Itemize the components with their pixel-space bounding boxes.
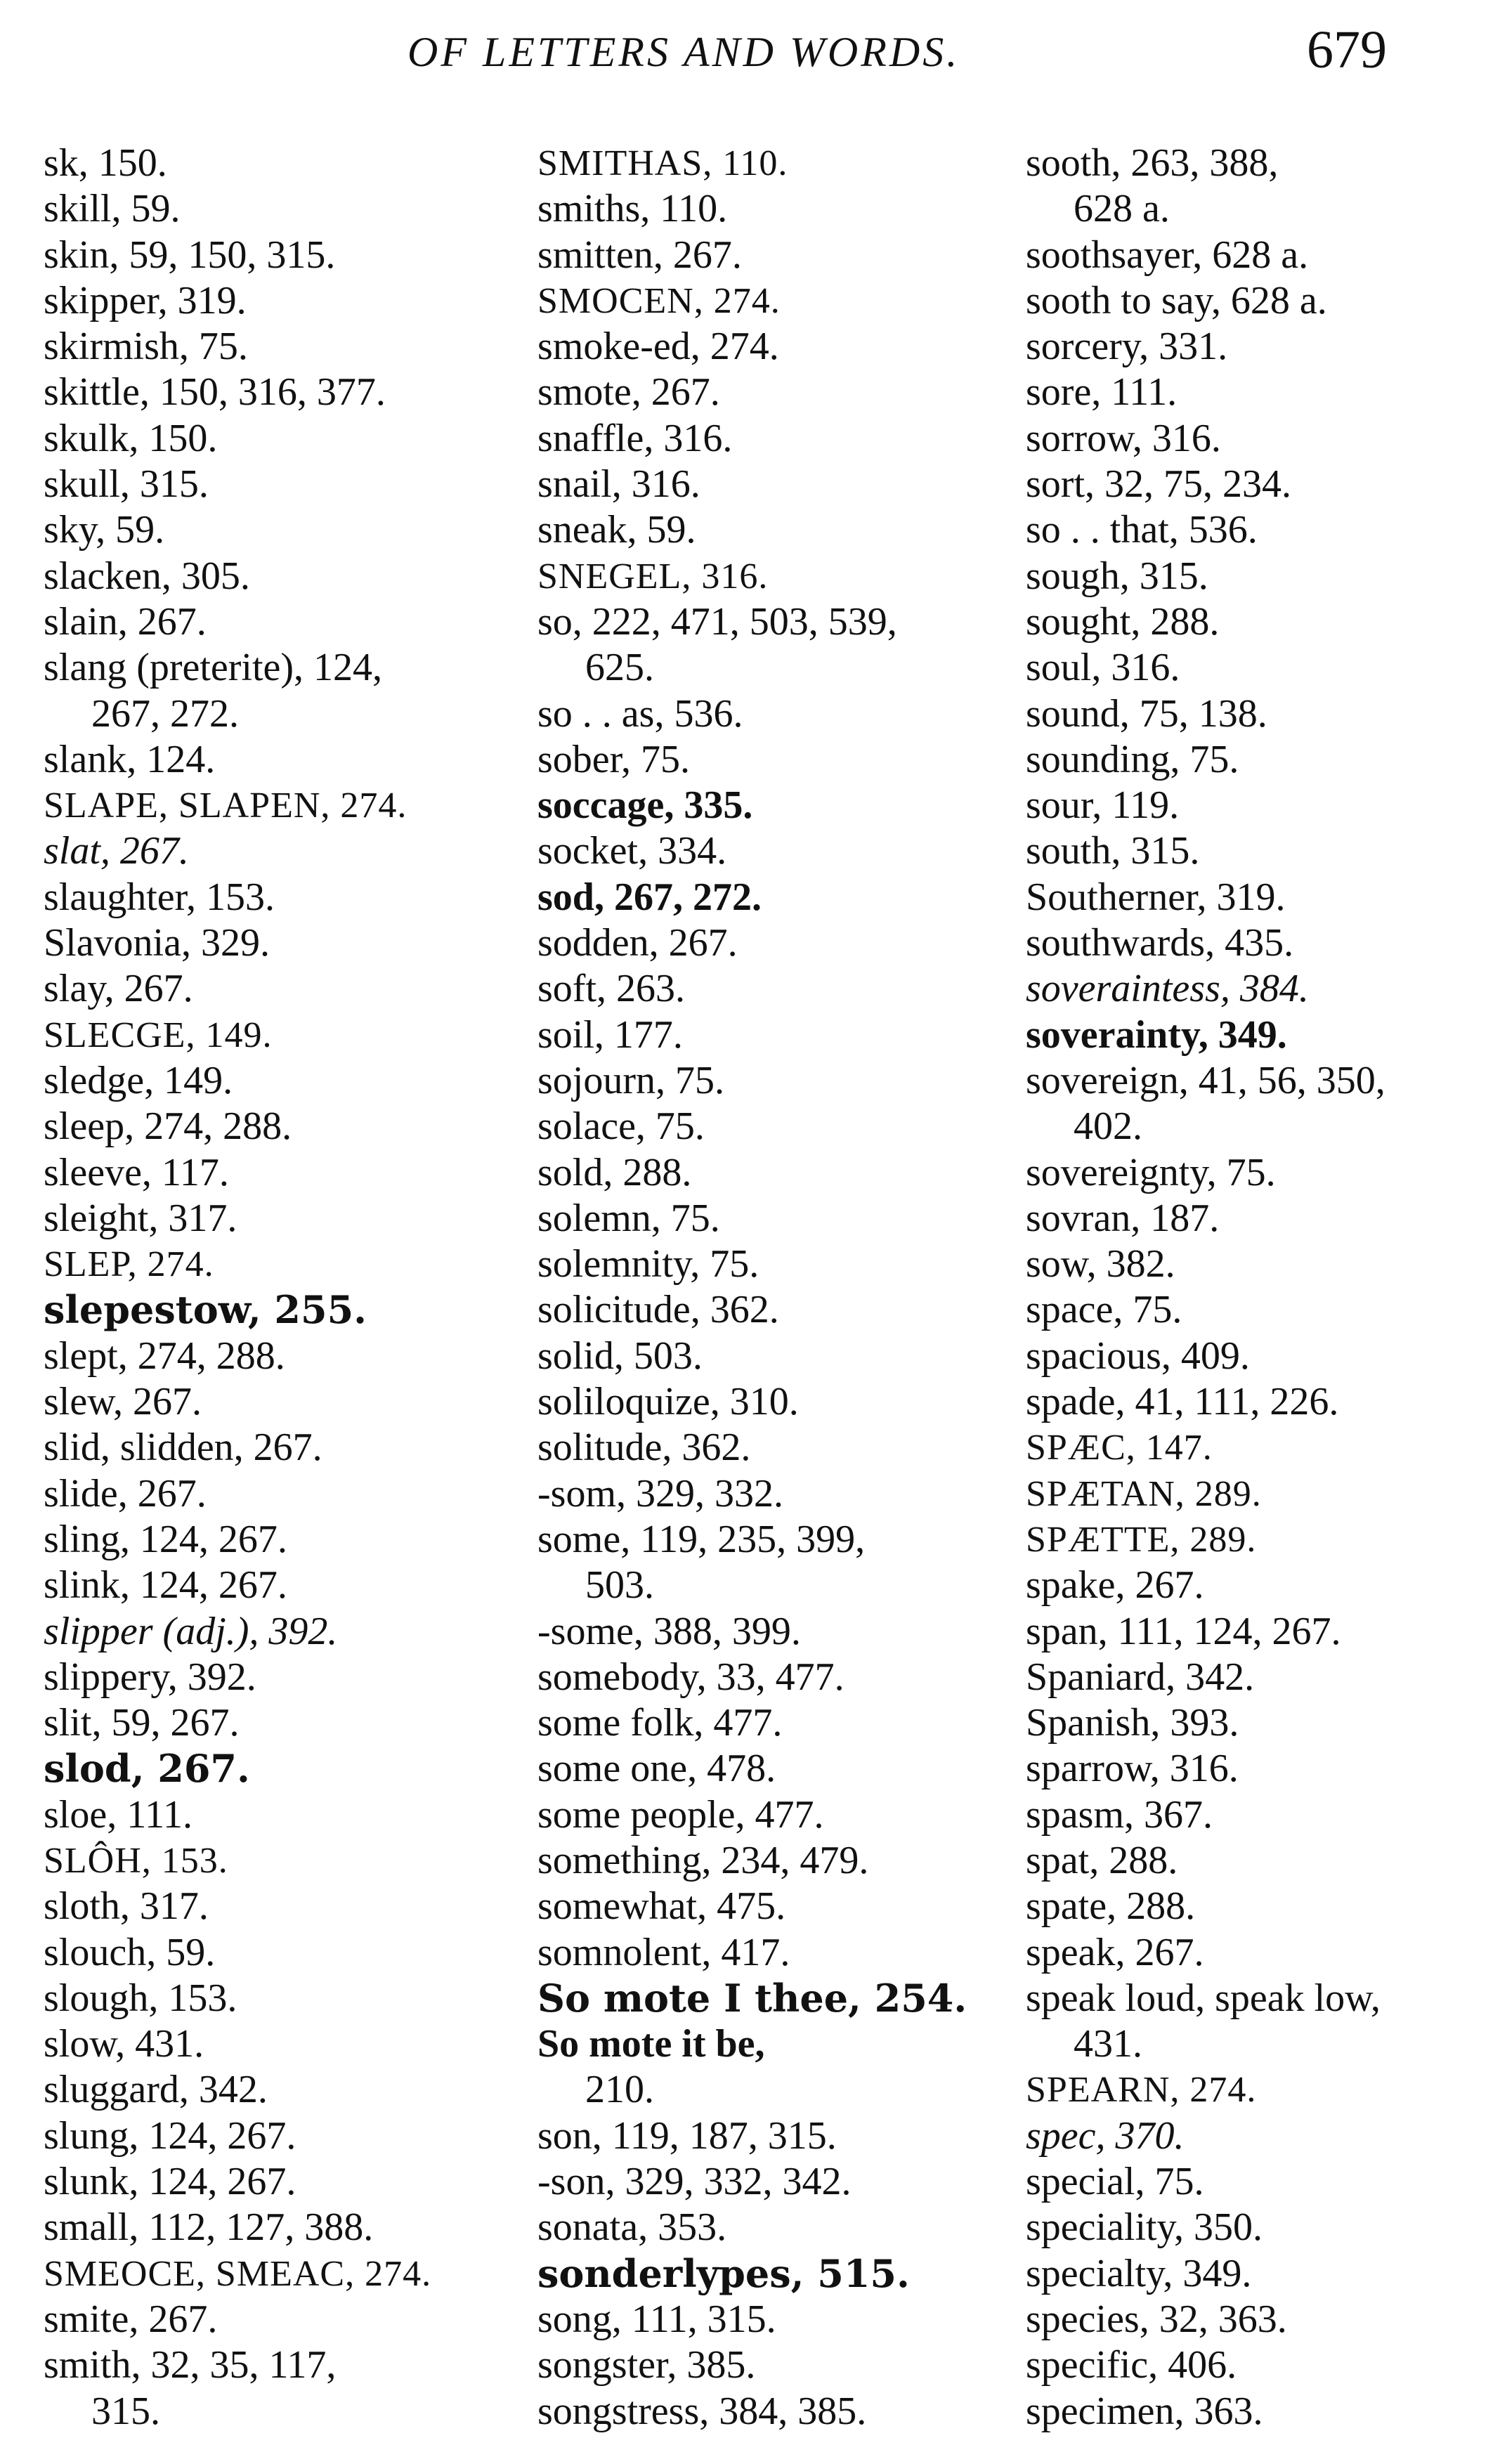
index-entry: snail, 316. xyxy=(537,462,700,507)
index-entry: sleeve, 117. xyxy=(44,1150,229,1194)
index-entry: -som, 329, 332. xyxy=(537,1471,783,1515)
index-entry: sovereignty, 75. xyxy=(1026,1150,1276,1194)
index-entry: specific, 406. xyxy=(1026,2343,1237,2387)
index-entry: slacken, 305. xyxy=(44,554,250,598)
index-entry: sodden, 267. xyxy=(537,921,738,965)
index-entry-continuation: 267, 272. xyxy=(91,691,239,736)
index-entry: space, 75. xyxy=(1026,1288,1182,1332)
index-entry: skirmish, 75. xyxy=(44,325,248,369)
index-entry: sparrow, 316. xyxy=(1026,1747,1239,1791)
index-entry: sonata, 353. xyxy=(537,2205,727,2250)
index-column-1 xyxy=(44,141,500,2434)
index-entry-continuation: 210. xyxy=(585,2068,654,2112)
index-entry: solid, 503. xyxy=(537,1334,703,1378)
index-entry: skull, 315. xyxy=(44,462,209,507)
index-entry: sold, 288. xyxy=(537,1150,692,1194)
index-entry: somnolent, 417. xyxy=(537,1930,790,1974)
index-entry: so, 222, 471, 503, 539, xyxy=(537,599,897,644)
index-entry: Southerner, 319. xyxy=(1026,875,1286,919)
index-entry: sounding, 75. xyxy=(1026,737,1239,781)
index-entry: SMITHAS, 110. xyxy=(537,143,788,183)
index-entry: -some, 388, 399. xyxy=(537,1609,801,1653)
index-entry: snaffle, 316. xyxy=(537,416,733,460)
index-entry: so . . that, 536. xyxy=(1026,508,1258,552)
index-entry: slide, 267. xyxy=(44,1471,207,1515)
index-entry: speak, 267. xyxy=(1026,1930,1204,1974)
index-column-2 xyxy=(537,141,994,2434)
index-entry: sloe, 111. xyxy=(44,1792,193,1837)
index-entry: SPEARN, 274. xyxy=(1026,2070,1257,2111)
index-entry: sooth to say, 628 a. xyxy=(1026,278,1327,322)
index-entry: sovereign, 41, 56, 350, xyxy=(1026,1058,1385,1102)
index-entry: soliloquize, 310. xyxy=(537,1380,799,1424)
index-entry: Slavonia, 329. xyxy=(44,921,270,965)
index-entry: sleight, 317. xyxy=(44,1196,237,1240)
index-entry: spade, 41, 111, 226. xyxy=(1026,1380,1339,1424)
index-entry: sough, 315. xyxy=(1026,554,1208,598)
index-entry: slain, 267. xyxy=(44,599,207,644)
index-entry: some people, 477. xyxy=(537,1792,824,1837)
index-entry: smiths, 110. xyxy=(537,187,728,231)
index-entry: slank, 124. xyxy=(44,737,216,781)
index-entry: soul, 316. xyxy=(1026,646,1180,690)
index-entry: solicitude, 362. xyxy=(537,1288,779,1332)
page-number: 679 xyxy=(1307,20,1387,79)
index-entry: south, 315. xyxy=(1026,829,1200,873)
index-entry: somewhat, 475. xyxy=(537,1884,786,1929)
index-entry: sound, 75, 138. xyxy=(1026,691,1267,736)
index-entry: small, 112, 127, 388. xyxy=(44,2205,374,2250)
index-entry: So mote it be, xyxy=(537,2022,765,2066)
index-entry: Spaniard, 342. xyxy=(1026,1655,1255,1699)
index-entry: slouch, 59. xyxy=(44,1930,216,1974)
index-entry: smoke-ed, 274. xyxy=(537,325,779,369)
index-entry: soverainty, 349. xyxy=(1026,1012,1287,1057)
index-entry: sour, 119. xyxy=(1026,783,1180,828)
index-entry: slink, 124, 267. xyxy=(44,1563,287,1608)
index-entry-continuation: 402. xyxy=(1074,1104,1142,1149)
index-entry: SMEOCE, SMEAC, 274. xyxy=(44,2253,432,2294)
index-entry: sleep, 274, 288. xyxy=(44,1104,292,1149)
index-entry: something, 234, 479. xyxy=(537,1838,869,1882)
index-entry: sober, 75. xyxy=(537,737,691,781)
index-entry: slept, 274, 288. xyxy=(44,1334,285,1378)
index-entry: slod, 267. xyxy=(44,1746,250,1792)
index-entry: speciality, 350. xyxy=(1026,2205,1263,2250)
index-entry-continuation: 628 a. xyxy=(1074,187,1170,231)
index-entry: slid, slidden, 267. xyxy=(44,1426,322,1470)
index-entry: slaughter, 153. xyxy=(44,875,275,919)
index-entry: some one, 478. xyxy=(537,1747,776,1791)
index-entry: southwards, 435. xyxy=(1026,921,1294,965)
index-entry: Spanish, 393. xyxy=(1026,1701,1239,1745)
index-entry: sloth, 317. xyxy=(44,1884,209,1929)
index-entry: solace, 75. xyxy=(537,1104,705,1149)
index-entry: slipper (adj.), 392. xyxy=(44,1609,338,1653)
index-entry: skill, 59. xyxy=(44,187,181,231)
index-entry: smite, 267. xyxy=(44,2297,218,2341)
index-entry: socket, 334. xyxy=(537,829,727,873)
index-entry-continuation: 503. xyxy=(585,1563,654,1608)
index-entry: SNEGEL, 316. xyxy=(537,556,769,597)
index-entry: SMOCEN, 274. xyxy=(537,280,781,321)
index-entry: spacious, 409. xyxy=(1026,1334,1250,1378)
index-entry: somebody, 33, 477. xyxy=(537,1655,844,1699)
index-entry: solemn, 75. xyxy=(537,1196,720,1240)
index-entry-continuation: 315. xyxy=(91,2389,160,2433)
index-entry: smith, 32, 35, 117, xyxy=(44,2343,337,2387)
index-entry: slay, 267. xyxy=(44,967,193,1011)
index-entry: sojourn, 75. xyxy=(537,1058,724,1102)
index-entry: slung, 124, 267. xyxy=(44,2113,296,2158)
index-entry: skipper, 319. xyxy=(44,278,247,322)
index-entry: SPÆTTE, 289. xyxy=(1026,1519,1257,1560)
index-entry: slepestow, 255. xyxy=(44,1287,367,1333)
index-entry: slow, 431. xyxy=(44,2022,204,2066)
index-entry: songster, 385. xyxy=(537,2343,756,2387)
index-entry: soft, 263. xyxy=(537,967,685,1011)
index-entry: SPÆTAN, 289. xyxy=(1026,1473,1262,1514)
running-title: OF LETTERS AND WORDS. xyxy=(407,29,960,75)
index-entry: son, 119, 187, 315. xyxy=(537,2113,837,2158)
index-entry: spake, 267. xyxy=(1026,1563,1204,1608)
index-entry: span, 111, 124, 267. xyxy=(1026,1609,1341,1653)
index-entry: -son, 329, 332, 342. xyxy=(537,2160,852,2204)
index-entry: solemnity, 75. xyxy=(537,1242,759,1286)
index-entry: skulk, 150. xyxy=(44,416,218,460)
index-entry: sow, 382. xyxy=(1026,1242,1175,1286)
index-entry: sought, 288. xyxy=(1026,599,1220,644)
index-entry: sledge, 149. xyxy=(44,1058,233,1102)
index-entry: sort, 32, 75, 234. xyxy=(1026,462,1291,507)
index-entry: slang (preterite), 124, xyxy=(44,646,383,690)
index-entry: song, 111, 315. xyxy=(537,2297,776,2341)
index-entry: so . . as, 536. xyxy=(537,691,743,736)
index-entry: sovran, 187. xyxy=(1026,1196,1220,1240)
index-entry: SLÔH, 153. xyxy=(44,1840,228,1881)
index-entry: slippery, 392. xyxy=(44,1655,256,1699)
index-entry: sneak, 59. xyxy=(537,508,696,552)
index-entry: slunk, 124, 267. xyxy=(44,2160,296,2204)
index-entry: songstress, 384, 385. xyxy=(537,2389,867,2433)
index-entry: species, 32, 363. xyxy=(1026,2297,1287,2341)
index-entry: sk, 150. xyxy=(44,141,167,185)
index-entry: sling, 124, 267. xyxy=(44,1517,287,1561)
index-entry: spec, 370. xyxy=(1026,2113,1185,2158)
index-entry: sorcery, 331. xyxy=(1026,325,1228,369)
index-entry: slew, 267. xyxy=(44,1380,202,1424)
index-entry: sonderlypes, 515. xyxy=(537,2250,910,2296)
index-entry: some, 119, 235, 399, xyxy=(537,1517,866,1561)
index-entry: spate, 288. xyxy=(1026,1884,1196,1929)
index-entry-continuation: 431. xyxy=(1074,2022,1142,2066)
index-entry: soccage, 335. xyxy=(537,783,753,828)
index-entry: slit, 59, 267. xyxy=(44,1701,240,1745)
index-entry: smote, 267. xyxy=(537,370,720,415)
index-entry: specialty, 349. xyxy=(1026,2251,1252,2295)
index-entry: sluggard, 342. xyxy=(44,2068,268,2112)
index-entry: soil, 177. xyxy=(537,1012,683,1057)
index-entry: smitten, 267. xyxy=(537,233,742,277)
index-entry: speak loud, speak low, xyxy=(1026,1976,1381,2020)
index-entry: SPÆC, 147. xyxy=(1026,1428,1213,1468)
index-entry: soothsayer, 628 a. xyxy=(1026,233,1309,277)
index-entry: SLEP, 274. xyxy=(44,1244,214,1285)
index-entry: sod, 267, 272. xyxy=(537,875,762,919)
index-entry: skittle, 150, 316, 377. xyxy=(44,370,386,415)
index-entry: specimen, 363. xyxy=(1026,2389,1263,2433)
index-entry-continuation: 625. xyxy=(585,646,654,690)
page-header xyxy=(0,20,1500,83)
index-column-3 xyxy=(1026,141,1475,2434)
index-entry: spasm, 367. xyxy=(1026,1792,1213,1837)
index-entry: skin, 59, 150, 315. xyxy=(44,233,336,277)
index-entry: sky, 59. xyxy=(44,508,165,552)
index-entry: soveraintess, 384. xyxy=(1026,967,1309,1011)
index-entry: some folk, 477. xyxy=(537,1701,783,1745)
index-entry: spat, 288. xyxy=(1026,1838,1178,1882)
index-entry: sorrow, 316. xyxy=(1026,416,1221,460)
index-entry: So mote I thee, 254. xyxy=(537,1975,967,2021)
index-entry: solitude, 362. xyxy=(537,1426,751,1470)
index-entry: special, 75. xyxy=(1026,2160,1204,2204)
index-entry: sore, 111. xyxy=(1026,370,1178,415)
index-entry: slough, 153. xyxy=(44,1976,237,2020)
index-entry: SLAPE, SLAPEN, 274. xyxy=(44,786,407,826)
index-entry: sooth, 263, 388, xyxy=(1026,141,1279,185)
index-entry: slat, 267. xyxy=(44,829,189,873)
index-entry: SLECGE, 149. xyxy=(44,1015,273,1055)
